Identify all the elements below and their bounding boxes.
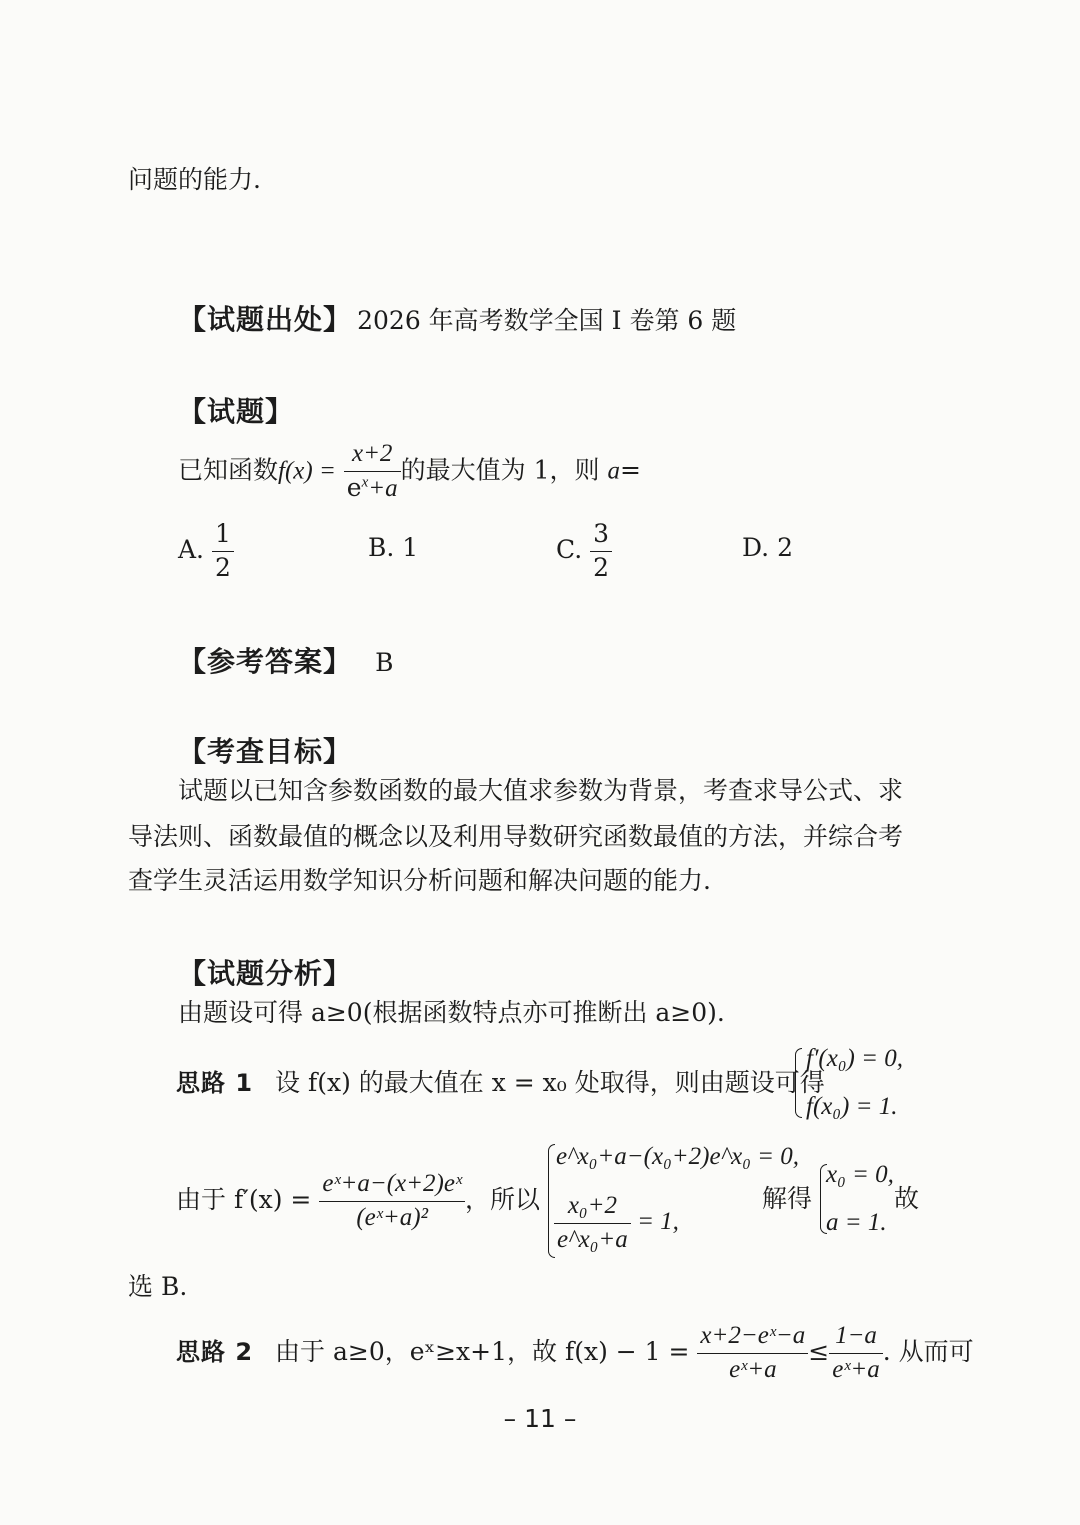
stem-func: f(x) = <box>278 457 336 485</box>
choose-b: 选 B. <box>128 1272 188 1301</box>
derivative-line: 由于 f′(x) = $\frac{\text{eˣ+a−(x+2)eˣ}}{\text{(eˣ+a)²}}$ ，所以 <box>176 1170 541 1231</box>
system1-eq2: f(x₀) = 1. <box>806 1093 898 1120</box>
objective-line-3: 查学生灵活运用数学知识分析问题和解决问题的能力. <box>128 866 711 895</box>
system2-eq1: e^x₀+a−(x₀+2)e^x₀ = 0, <box>556 1143 800 1170</box>
system1-eq1: f′(x₀) = 0, <box>806 1045 903 1072</box>
path2-label: 思路 2 <box>176 1337 254 1366</box>
gu-text: 故 <box>894 1184 920 1213</box>
derivative-fraction: $\frac{\text{eˣ+a−(x+2)eˣ}}{\text{(eˣ+a)²}}$ <box>319 1170 465 1233</box>
stem-frac-den: $e^x+a$ <box>346 472 398 502</box>
answer-line <box>178 640 393 680</box>
path2-line: 思路 2 由于 a≥0，eˣ≥x+1，故 f(x) − 1 = $\frac{\text{x+2−eˣ−a}}{\text{eˣ+a}}$ ≤ $\frac{1-a}{\text{eˣ+a}}$ . 从而可 <box>176 1322 974 1383</box>
stem-prefix: 已知函数 <box>178 455 279 485</box>
source-text: 2026 年高考数学全国 I 卷第 6 题 <box>357 306 737 335</box>
stem-frac-num: x+2 <box>344 440 401 472</box>
analysis-label: 【试题分析】 <box>178 957 353 990</box>
objective-label: 【考查目标】 <box>178 735 353 768</box>
path1-line <box>176 1068 825 1098</box>
stem-suffix: 的最大值为 1，则 <box>400 455 600 485</box>
solve-text: 解得 <box>762 1184 813 1213</box>
path1-label: 思路 1 <box>176 1069 254 1097</box>
source-line <box>178 298 736 338</box>
system2-eq2: $\frac{\text{x₀+2}}{\text{e\textasciicircum{}x₀+a}}$ = 1, <box>554 1192 679 1255</box>
source-label: 【试题出处】 <box>178 303 353 336</box>
answer-label: 【参考答案】 <box>178 645 353 678</box>
stem-fraction <box>344 440 401 504</box>
option-d: D. 2 <box>742 533 793 562</box>
option-c: C. $\frac{3}{2}$ <box>556 520 612 583</box>
stem-var: a <box>607 457 620 485</box>
intro-tail: 问题的能力. <box>128 165 261 194</box>
path1-text: 设 f(x) 的最大值在 x = x₀ 处取得，则由题设可得 <box>275 1068 825 1097</box>
system3-eq1: x₀ = 0, <box>826 1161 894 1188</box>
question-label: 【试题】 <box>178 395 295 428</box>
system3-eq2: a = 1. <box>826 1209 887 1236</box>
option-a: A. $\frac{1}{2}$ <box>178 520 234 583</box>
answer-value: B <box>375 648 394 677</box>
question-stem: 已知函数f(x) = $\frac{x+2}{e^x+a}$ 的最大值为 1，则 a= <box>178 440 641 502</box>
analysis-line-1: 由题设可得 a≥0(根据函数特点亦可推断出 a≥0). <box>178 998 725 1027</box>
objective-line-2: 导法则、函数最值的概念以及利用导数研究函数最值的方法，并综合考 <box>128 822 904 851</box>
objective-line-1: 试题以已知含参数函数的最大值求参数为背景，考查求导公式、求 <box>178 776 904 805</box>
page-number: – 11 – <box>503 1404 577 1433</box>
system1-brace <box>795 1048 802 1118</box>
option-b: B. 1 <box>368 533 419 562</box>
